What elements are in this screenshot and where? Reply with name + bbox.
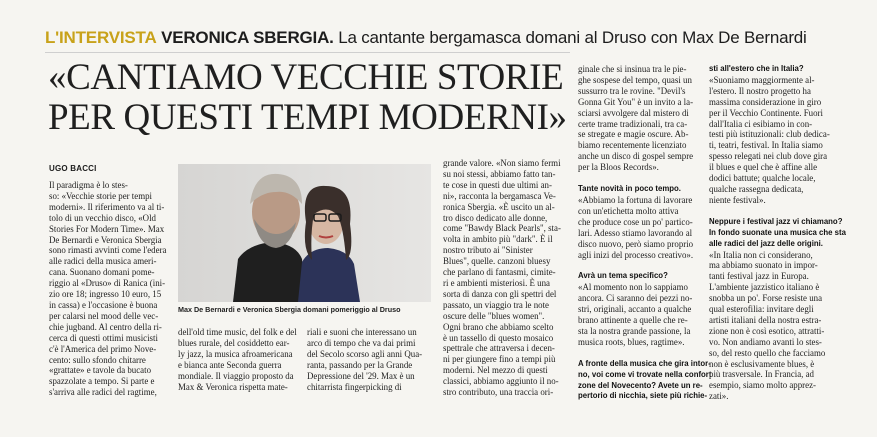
text-column-3	[307, 327, 424, 392]
kicker-name: VERONICA SBERGIA.	[161, 28, 334, 47]
text-line: dall'Italia ci esibiamo in con-	[709, 118, 813, 129]
text-line: sta la nostra grande passione, la	[578, 325, 691, 336]
text-line: tanti festival jazz in Europa.	[709, 271, 809, 282]
text-line: moderni». Il riferimento va al ti-	[49, 201, 165, 212]
text-line: ni», racconta la bergamasca Ve-	[443, 190, 556, 201]
text-column-5	[578, 64, 712, 402]
text-line: «grattate» e tavole da bucato	[49, 365, 152, 376]
question-3-end: sti all'estero che in Italia?	[709, 64, 804, 73]
text-line: ri e ambienti misteriosi. È una	[443, 277, 550, 288]
text-line: Depressione del '29. Max è un	[307, 370, 415, 381]
text-line: ti, teatri, festival. In Italia siamo	[709, 140, 823, 151]
text-line: per la Bloos Records».	[578, 162, 659, 173]
byline: UGO BACCI	[49, 164, 97, 173]
text-line: agli inizi del processo creativo».	[578, 249, 694, 260]
kicker-divider	[45, 52, 570, 53]
question-3	[578, 358, 712, 403]
text-line: massima considerazione in giro	[709, 96, 822, 107]
text-line: Gonna Git You" è un invito a la-	[578, 96, 694, 107]
text-line: in cassa) e l'occasione è buona	[49, 299, 158, 310]
text-line: L'ambiente jazzistico italiano è	[709, 282, 820, 293]
text-line: c'è l'America del primo Nove-	[49, 343, 157, 354]
text-line: pertorio di nicchia, siete più richie-	[578, 391, 708, 401]
text-line: alle radici della musica ameri-	[49, 256, 157, 267]
text-line: che parlano di fantasmi, cimite-	[443, 267, 556, 278]
text-line: ranta, passando per la Grande	[307, 359, 413, 370]
text-line: esempio, siamo molto apprez-	[709, 380, 816, 391]
text-line: su noi stessi, abbiamo fatto tan-	[443, 168, 556, 179]
text-line: dodici battute; qualche locale,	[709, 173, 816, 184]
text-line: qualche rassegna dedicata,	[709, 183, 804, 194]
text-line: so: «Vecchie storie per tempi	[49, 190, 153, 201]
photo-illustration	[178, 164, 431, 302]
photo-caption: Max De Bernardi e Veronica Sbergia domani pomeriggio al Druso	[178, 305, 401, 314]
text-line: Ogni brano che abbiamo scelto	[443, 321, 554, 332]
text-line: chie jugband. Al centro della ri-	[49, 321, 162, 332]
text-line: «Abbiamo la fortuna di lavorare	[578, 194, 693, 205]
text-line: certe trame tradizionali, tra ca-	[578, 118, 688, 129]
text-line: biamo recentemente licenziato	[578, 140, 687, 151]
text-line: disco nuovo, però siamo proprio	[578, 238, 694, 249]
text-line: arco di tempo che va dai primi	[307, 337, 416, 348]
text-line: moderni. Nel mezzo di questi	[443, 365, 548, 376]
text-line: è un tassello di questo mosaico	[443, 332, 554, 343]
text-line: del Secolo scorso agli anni Qua-	[307, 348, 423, 359]
text-line: per calarsi nel mood delle vec-	[49, 310, 159, 321]
col5-paragraph-2	[578, 195, 697, 260]
headline-line-2: PER QUESTI TEMPI MODERNI»	[48, 97, 567, 138]
text-line: passato, un viaggio tra le note	[443, 299, 549, 310]
article-headline	[48, 58, 568, 138]
text-line: per il Vecchio Continente. Fuori	[709, 107, 823, 118]
text-column-2	[178, 327, 295, 392]
text-line: A fronte della musica che gira intor-	[578, 358, 711, 368]
text-line: dell'old time music, del folk e del	[178, 327, 297, 337]
text-line: tolo di un vecchio disco, «Old	[49, 212, 156, 223]
text-line: ginale che si insinua tra le pie-	[578, 64, 687, 74]
text-line: ancora. Ci saranno dei pezzi no-	[578, 293, 693, 304]
text-line: spazzolate a tempo. Si parte e	[49, 376, 155, 387]
text-line: Blues", quelle. canzoni bluesy	[443, 256, 551, 267]
text-line: alle radici del jazz delle origini.	[709, 238, 823, 248]
col6-paragraph-2	[709, 250, 833, 403]
text-line: sorta di danza con gli spettri del	[443, 288, 557, 299]
text-line: volta in ambito più "dark". È il	[443, 234, 553, 245]
text-line: musica roots, blues, ragtime».	[578, 336, 685, 347]
text-line: ly jazz, la musica afroamericana	[178, 348, 293, 359]
text-column-4	[443, 158, 560, 398]
text-line: spettrale che attraversa i decen-	[443, 343, 555, 354]
text-line: blues rurale, del cosiddetto ear-	[178, 337, 290, 348]
text-line: non è esclusivamente blues, è	[709, 358, 815, 369]
text-column-6	[709, 64, 846, 402]
text-line: no, voi come vi trovate nella confort	[578, 369, 712, 379]
text-line: riggio al «Druso» di Ranica (ini-	[49, 278, 166, 289]
text-line: riali e suoni che interessano un	[307, 327, 417, 337]
text-line: e bianca ante Seconda guerra	[178, 359, 282, 370]
text-line: cana. Suonano domani pome-	[49, 267, 155, 278]
text-line: ni per giungere fino a tempi più	[443, 354, 556, 365]
text-line: chitarrista fingerpicking di	[307, 381, 402, 392]
text-line: Il paradigma è lo stes-	[49, 180, 128, 190]
text-line: grande valore. «Non siamo fermi	[443, 158, 561, 168]
text-line: spesso relegati nei club dove gira	[709, 151, 828, 162]
kicker-summary: La cantante bergamasca domani al Druso con Max De Bernardi	[338, 28, 807, 47]
text-line: più trasversale. In Francia, ad	[709, 369, 814, 380]
text-line: zati».	[709, 391, 729, 402]
text-line: mondiale. Il viaggio proposto da	[178, 370, 294, 381]
text-line: oscure delle "blues women".	[443, 310, 545, 321]
text-line: so, del resto quello che facciamo	[709, 347, 826, 358]
text-line: niente festival».	[709, 194, 766, 205]
text-line: artisti italiani della nostra estra-	[709, 314, 822, 325]
text-line: zio ore 18; ingresso 10 euro, 15	[49, 289, 162, 300]
text-line: s'arriva alle radici del ragtime,	[49, 387, 157, 398]
kicker-section: L'INTERVISTA	[45, 28, 157, 47]
headline-line-1: «CANTIAMO VECCHIE STORIE	[48, 57, 564, 98]
text-line: classici, abbiamo aggiunto il no-	[443, 376, 559, 387]
text-line: Max & Veronica rispetta mate-	[178, 381, 288, 392]
text-column-1	[49, 180, 167, 398]
col5-paragraph-3	[578, 282, 697, 347]
question-2: Avrà un tema specifico?	[578, 271, 668, 281]
text-line: stro contributo, una traccia ori-	[443, 387, 554, 398]
text-line: zione non è così esotico, attratti-	[709, 325, 825, 336]
article-photo	[178, 164, 431, 302]
text-line: tro disco dedicato alle donne,	[443, 212, 548, 223]
text-line: testi più istituzionali: club dedica-	[709, 129, 830, 140]
text-line: In fondo suonate una musica che sta	[709, 227, 846, 237]
text-line: «Al momento non lo sappiamo	[578, 282, 688, 293]
text-line: zone del Novecento? Avete un re-	[578, 380, 703, 390]
text-line: De Bernardi e Veronica Sbergia	[49, 234, 162, 245]
text-line: stri, originali, accanto a qualche	[578, 304, 692, 315]
text-line: qual esterofilia: invitare degli	[709, 304, 814, 315]
text-line: che produce cose un po' partico-	[578, 216, 693, 227]
text-line: sciarsi avvolgere dal mistero di	[578, 107, 689, 118]
text-line: nostro tributo ai "Sinister	[443, 245, 533, 256]
question-4	[709, 216, 846, 250]
text-line: te cose in questi due ultimi an-	[443, 179, 552, 190]
text-line: anche un disco di gospel sempre	[578, 151, 694, 162]
text-line: Neppure i festival jazz vi chiamano?	[709, 216, 843, 226]
text-line: cento: sullo sfondo chitarre	[49, 354, 146, 365]
text-line: Stories For Modern Time». Max	[49, 223, 165, 234]
text-line: brano attinente a quelle che re-	[578, 315, 688, 326]
text-line: snobba un po'. Forse resiste una	[709, 293, 823, 304]
text-line: cerca di questi ottimi musicisti	[49, 332, 158, 343]
text-line: sono rimasti avvinti come l'edera	[49, 245, 167, 256]
text-line: il blues e quel che è affine alle	[709, 162, 818, 173]
col6-paragraph-1	[709, 75, 833, 206]
text-line: sussurro tra le rovine. "Devil's	[578, 85, 686, 96]
question-1: Tante novità in poco tempo.	[578, 184, 681, 194]
text-line: «In Italia non ci considerano,	[709, 249, 813, 260]
text-line: l'estero. Il nostro progetto ha	[709, 85, 811, 96]
text-line: vo. Non andiamo avanti lo stes-	[709, 336, 822, 347]
text-line: ghe sospese del tempo, quasi un	[578, 74, 692, 85]
article-kicker	[45, 28, 807, 52]
col5-paragraph-1	[578, 64, 697, 173]
text-line: come "Bawdy Black Pearls", sta-	[443, 223, 561, 234]
text-line: «Suoniamo maggiormente al-	[709, 74, 815, 85]
text-line: con un'etichetta molto attiva	[578, 205, 679, 216]
text-line: ma abbiamo suonato in impor-	[709, 260, 818, 271]
text-line: ronica Sbergia. «È uscito un al-	[443, 201, 555, 212]
text-line: lari. Adesso stiamo lavorando al	[578, 227, 693, 238]
text-line: se stregate e magie oscure. Ab-	[578, 129, 689, 140]
